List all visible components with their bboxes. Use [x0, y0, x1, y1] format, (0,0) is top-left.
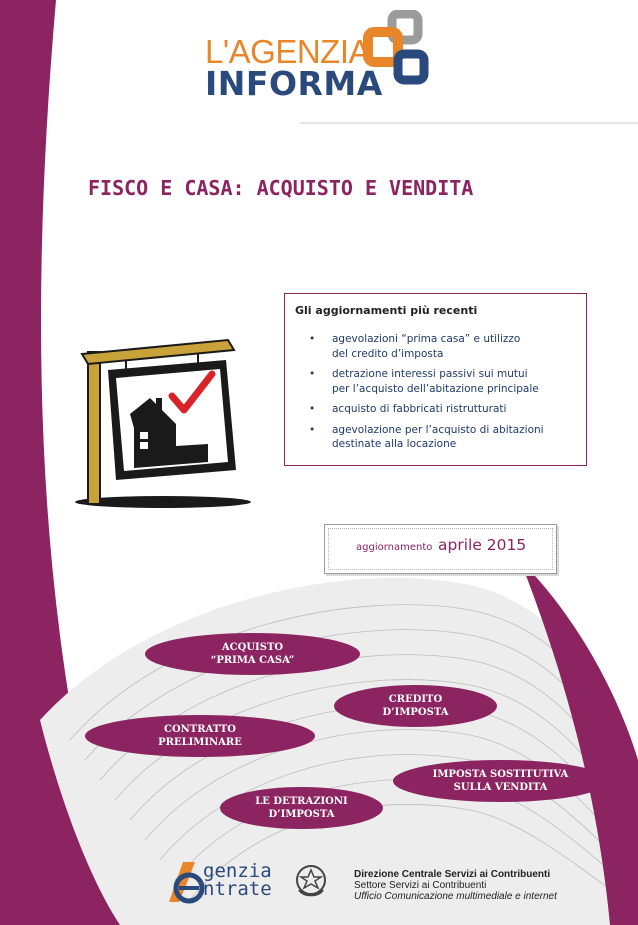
list-item	[295, 332, 580, 361]
topic-line1: LE DETRAZIONI	[255, 796, 348, 807]
update-item-line1: acquisto di fabbricati ristrutturati	[332, 403, 507, 415]
update-date-label: aggiornamento	[356, 542, 433, 553]
updates-title: Gli aggiornamenti più recenti	[295, 304, 478, 317]
topic-line1: IMPOSTA SOSTITUTIVA	[432, 769, 569, 780]
topic-contratto-preliminare[interactable]	[85, 715, 315, 757]
topic-line2: SULLA VENDITA	[453, 782, 548, 793]
republic-emblem-icon	[294, 862, 328, 900]
topic-imposta-sostitutiva[interactable]	[393, 760, 608, 802]
list-item	[295, 402, 580, 417]
bullet-icon: •	[309, 423, 316, 436]
update-item-line1: agevolazione per l’acquisto di abitazioni	[332, 423, 544, 436]
footer-office: Ufficio Comunicazione multimediale e internet	[354, 891, 557, 902]
bullet-icon: •	[309, 333, 316, 345]
topic-line1: CONTRATTO	[163, 724, 236, 735]
topic-line2: D’IMPOSTA	[268, 809, 335, 820]
agenzia-entrate-line1: genzia	[203, 860, 272, 882]
list-item	[295, 423, 580, 452]
topic-line1: ACQUISTO	[221, 642, 284, 653]
agenzia-informa-logo-icon	[360, 10, 435, 90]
footer-sector: Settore Servizi ai Contribuenti	[354, 880, 487, 891]
logo-text-line2: INFORMA	[205, 64, 383, 103]
page-title: FISCO E CASA: ACQUISTO E VENDITA	[88, 176, 474, 200]
update-item-line1: detrazione interessi passivi sui mutui	[332, 368, 528, 380]
update-item-line2: del credito d’imposta	[332, 347, 444, 360]
update-date-box	[324, 524, 557, 574]
topic-line2: PRELIMINARE	[158, 737, 242, 748]
update-date-value: aprile 2015	[438, 536, 527, 554]
agenzia-entrate-line2: ntrate	[203, 878, 272, 900]
house-sign-icon	[68, 320, 258, 515]
update-item-line2: destinate alla locazione	[332, 438, 457, 450]
topic-line2: D’IMPOSTA	[382, 707, 449, 718]
topic-credito-imposta[interactable]	[334, 685, 497, 727]
checkmark-icon	[168, 368, 216, 416]
update-item-line2: per l’acquisto dell’abitazione principale	[332, 382, 539, 395]
topic-detrazioni-imposta[interactable]	[220, 787, 383, 829]
logo-text-line1: L'AGENZIA	[205, 33, 371, 70]
updates-list	[295, 332, 580, 458]
bullet-icon: •	[309, 368, 316, 380]
topic-line1: CREDITO	[388, 694, 443, 705]
update-item-line1: agevolazioni “prima casa” e utilizzo	[332, 333, 521, 345]
topic-line2: “PRIMA CASA”	[210, 655, 295, 666]
footer-department: Direzione Centrale Servizi ai Contribuenti	[354, 869, 551, 880]
list-item	[295, 367, 580, 396]
updates-box	[284, 293, 587, 466]
topic-acquisto-prima-casa[interactable]	[145, 633, 360, 675]
bullet-icon: •	[309, 403, 316, 415]
